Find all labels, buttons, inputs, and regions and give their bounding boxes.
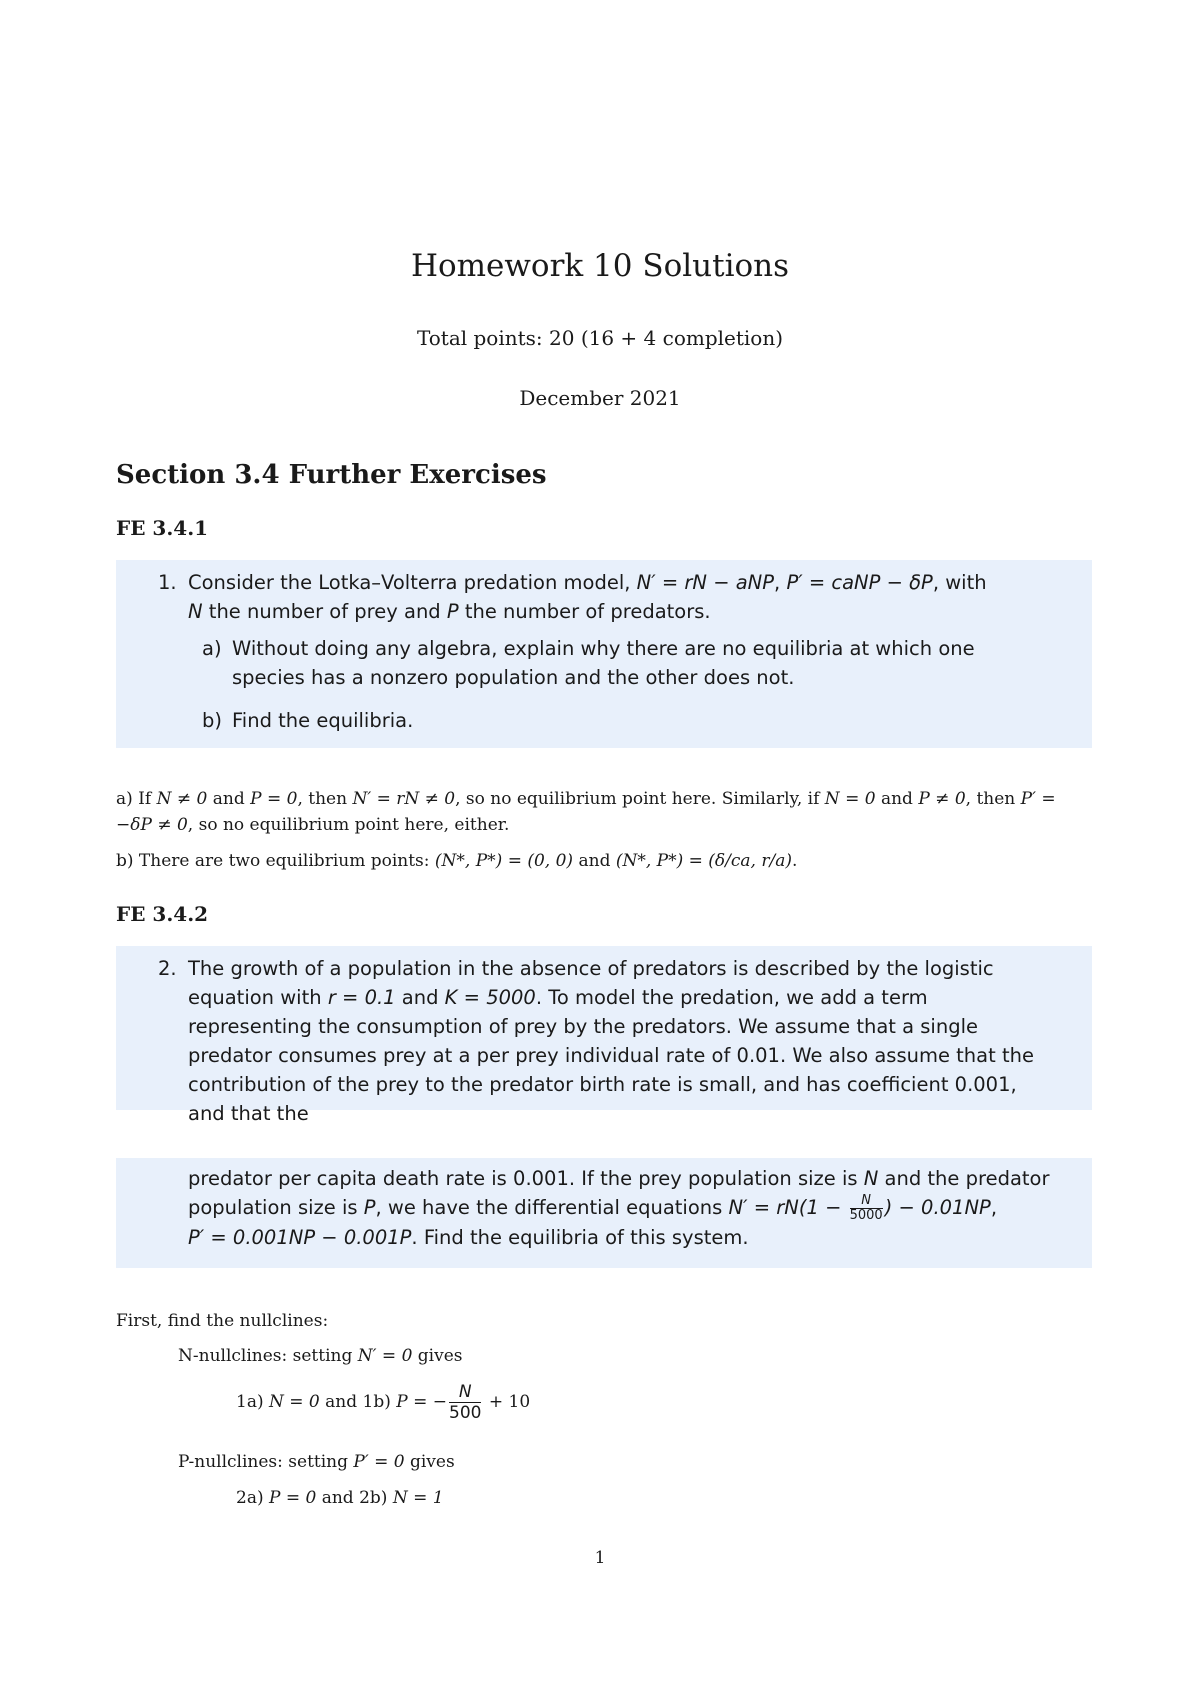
math: (N*, P*) = (0, 0) [434, 851, 574, 871]
problem-text: , with [932, 571, 987, 594]
answer-text: , then [965, 789, 1021, 809]
problem-text: and [395, 986, 445, 1009]
answer-a [116, 786, 1086, 838]
math: P ≠ 0 [918, 789, 966, 809]
problem-2-box [116, 946, 1092, 1125]
answer-text: a) If [116, 789, 157, 809]
fraction-numerator: N [850, 1194, 883, 1209]
answer-text: gives [404, 1452, 455, 1472]
math: P = 0 [269, 1488, 317, 1508]
answer-text: and 2b) [316, 1488, 393, 1508]
math: N′ = rN ≠ 0 [352, 789, 456, 809]
answer-text: gives [412, 1346, 463, 1366]
problem-1-box [116, 560, 1092, 748]
equation: N′ = rN − aNP [636, 571, 775, 594]
problem-number: 2. [158, 957, 177, 980]
math: P′ = −δP ≠ 0 [116, 789, 1056, 835]
problem-text: the number of prey and [202, 600, 447, 623]
problem-text: , [990, 1196, 998, 1219]
answer-text: , then [297, 789, 353, 809]
problem-2-continued-box [116, 1158, 1092, 1268]
part-label: a) [202, 637, 222, 660]
answer-text: 1a) [236, 1392, 269, 1412]
answer-text: , so no equilibrium point here, either. [187, 815, 510, 835]
equation: N′ = rN(1 − [728, 1196, 848, 1219]
math: N ≠ 0 [156, 789, 208, 809]
fe-3-4-2-heading: FE 3.4.2 [116, 902, 209, 926]
answer-text: b) There are two equilibrium points: [116, 851, 435, 871]
answer-text: , so no equilibrium point here. Similarly, if [455, 789, 825, 809]
variable: N [863, 1167, 879, 1190]
math: P = − [396, 1392, 447, 1412]
nullclines-intro: First, find the nullclines: [116, 1311, 329, 1331]
fraction [850, 1194, 883, 1223]
fraction-denominator: 5000 [849, 1208, 883, 1223]
problem-text: . To model the predation, we add a term representing the consumption of prey by the predators. We assume that a single predator consumes prey at a per prey individual rate of 0.01. We also assume that the contribution of the prey to the predator birth rate is small, and has coefficient 0.001, and that the [188, 986, 1034, 1125]
fraction [449, 1382, 481, 1423]
answer-text: + 10 [483, 1392, 531, 1412]
n-nullcline-equations [236, 1382, 530, 1423]
problem-text: Consider the Lotka–Volterra predation model, [188, 571, 637, 594]
part-a [188, 634, 1050, 692]
problem-text: . Find the equilibria of this system. [411, 1226, 749, 1249]
n-nullclines-line [178, 1346, 463, 1366]
p-nullcline-equations [236, 1488, 444, 1508]
answer-text: and 1b) [319, 1392, 397, 1412]
problem-text: , we have the differential equations [375, 1196, 729, 1219]
fraction-numerator: N [449, 1382, 481, 1403]
equation: P′ = caNP − δP [786, 571, 933, 594]
date: December 2021 [519, 386, 681, 410]
problem-2 [158, 954, 1050, 1128]
answer-text: and [875, 789, 919, 809]
total-points: Total points: 20 (16 + 4 completion) [416, 326, 784, 350]
math: N = 0 [269, 1392, 320, 1412]
problem-text: predator per capita death rate is 0.001. If the prey population size is [188, 1167, 864, 1190]
answer-b [116, 848, 1086, 874]
problem-text: the number of predators. [458, 600, 711, 623]
fe-3-4-1-heading: FE 3.4.1 [116, 516, 209, 540]
part-b [188, 706, 1050, 735]
problem-text: , [774, 571, 787, 594]
answer-text: and [207, 789, 251, 809]
part-text: Find the equilibria. [232, 709, 414, 732]
page-number: 1 [594, 1548, 606, 1568]
equation: P′ = 0.001NP − 0.001P [188, 1226, 412, 1249]
math: K = 5000 [444, 986, 536, 1009]
page-title: Homework 10 Solutions [410, 248, 790, 284]
fraction-denominator: 500 [449, 1403, 482, 1423]
part-text: Without doing any algebra, explain why there are no equilibria at which one species has a nonzero population and the other does not. [232, 637, 975, 689]
answer-text: 2a) [236, 1488, 269, 1508]
equation: ) − 0.01NP [884, 1196, 991, 1219]
math: N = 0 [824, 789, 876, 809]
math: N′ = 0 [357, 1346, 413, 1366]
math: r = 0.1 [327, 986, 396, 1009]
math: P = 0 [250, 789, 298, 809]
problem-number: 1. [158, 571, 177, 594]
problem-text: The growth of a population in the absence of predators is described by the logistic equation with [188, 957, 994, 1009]
part-label: b) [202, 709, 222, 732]
answer-text: . [791, 851, 798, 871]
answer-text: N-nullclines: setting [178, 1346, 358, 1366]
math: N = 1 [392, 1488, 444, 1508]
variable: P [446, 600, 459, 623]
answer-text: and [573, 851, 616, 871]
variable: N [188, 600, 203, 623]
math: (N*, P*) = (δ/ca, r/a) [615, 851, 792, 871]
section-heading: Section 3.4 Further Exercises [116, 460, 547, 490]
answer-text: P-nullclines: setting [178, 1452, 354, 1472]
variable: P [363, 1196, 376, 1219]
p-nullclines-line [178, 1452, 455, 1472]
problem-1 [158, 568, 1050, 735]
problem-text: and the predator population size is [188, 1167, 1050, 1219]
math: P′ = 0 [353, 1452, 405, 1472]
